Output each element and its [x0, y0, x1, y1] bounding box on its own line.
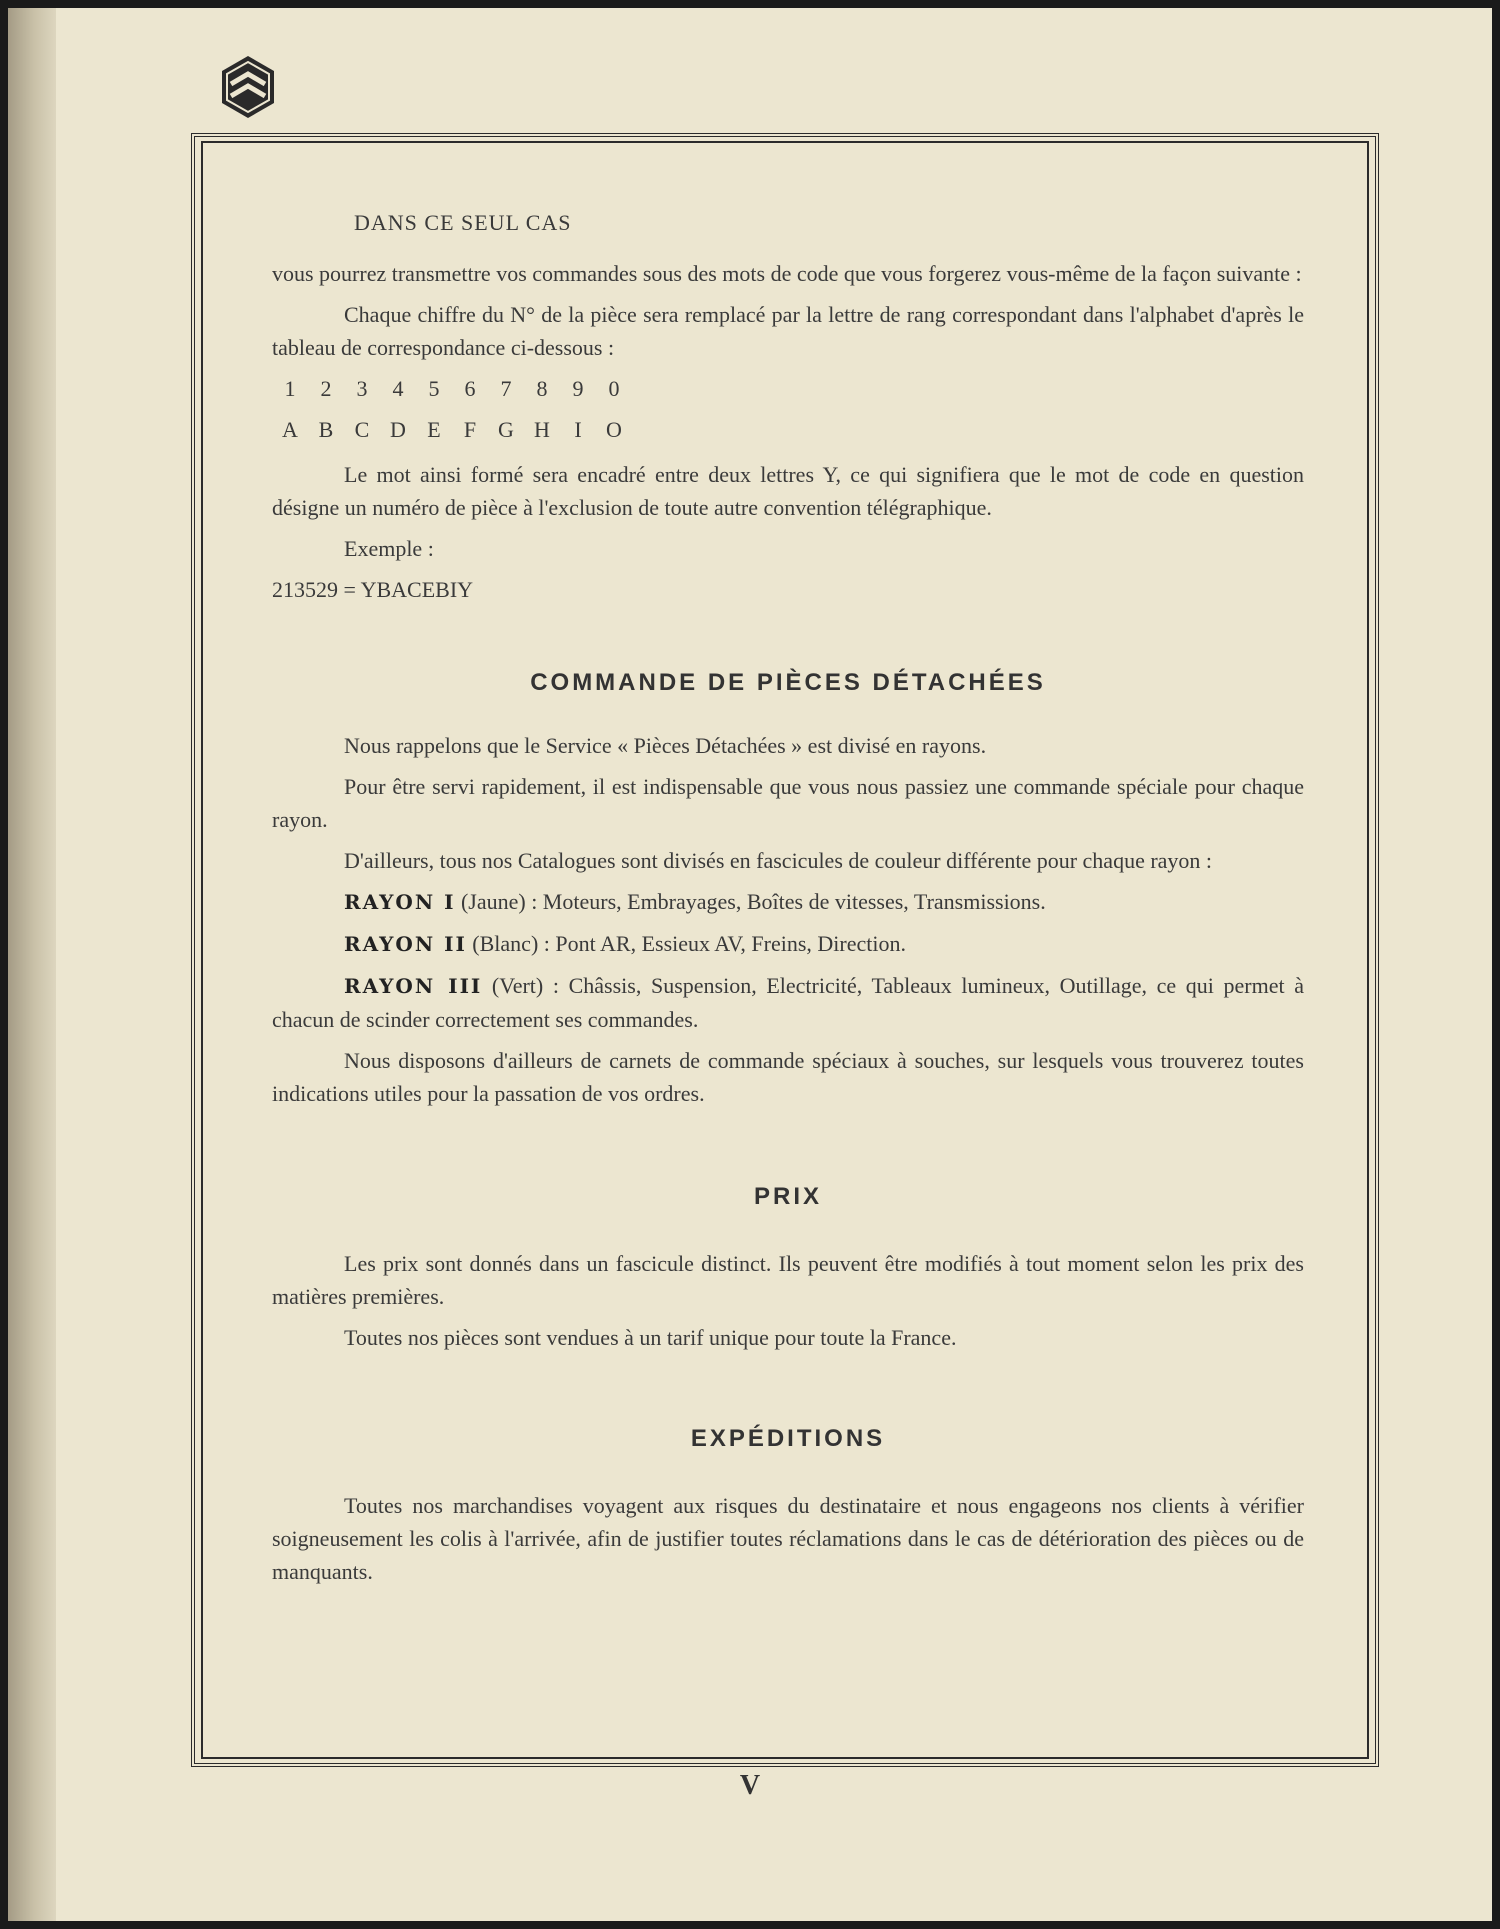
rayon-name: RAYON I: [344, 890, 456, 914]
commande-paragraph-4: Nous disposons d'ailleurs de carnets de commande spéciaux à souches, sur lesquels vous trouverez toutes indications utiles pour la passation de vos ordres.: [272, 1048, 1304, 1106]
rayon-item: [272, 969, 1304, 1036]
digit-cell: 3: [356, 376, 368, 401]
example-value: 213529 = YBACEBIY: [272, 577, 474, 602]
letter-cell: B: [318, 417, 334, 442]
prix-paragraph-2: Toutes nos pièces sont vendues à un tarif unique pour toute la France.: [344, 1325, 957, 1350]
page-sheet: [8, 8, 1492, 1921]
code-paragraph-1: vous pourrez transmettre vos commandes sous des mots de code que vous forgerez vous-même de la façon suivante :: [272, 261, 1302, 286]
rayon-item: [272, 927, 1304, 961]
page-content: [272, 206, 1304, 1596]
letter-row: [272, 413, 1304, 446]
rayon-item: [272, 885, 1304, 919]
digit-cell: 2: [320, 376, 332, 401]
rayon-text: (Vert) : Châssis, Suspension, Electricité, Tableaux lumineux, Outillage, ce qui permet à chacun de scinder correctement ses commandes.: [272, 973, 1305, 1032]
digit-cell: 4: [392, 376, 404, 401]
letter-cell: F: [463, 417, 477, 442]
expeditions-paragraph-1: Toutes nos marchandises voyagent aux risques du destinataire et nous engageons nos clients à vérifier soigneusement les colis à l'arrivée, afin de justifier toutes réclamations dans le cas de détérioration des pièces ou de manquants.: [272, 1493, 1304, 1584]
page-number: V: [739, 1770, 761, 1801]
digit-cell: 6: [464, 376, 476, 401]
letter-cell: C: [354, 417, 370, 442]
book-binding-edge: [8, 8, 56, 1921]
letter-cell: E: [427, 417, 441, 442]
section-title-prix: PRIX: [753, 1183, 822, 1210]
double-chevron-emblem-icon: [218, 54, 278, 120]
rayon-text: (Jaune) : Moteurs, Embrayages, Boîtes de vitesses, Transmissions.: [455, 889, 1046, 914]
letter-cell: D: [390, 417, 406, 442]
commande-paragraph-3: D'ailleurs, tous nos Catalogues sont divisés en fascicules de couleur différente pour chaque rayon :: [344, 848, 1213, 873]
code-paragraph-2: Chaque chiffre du N° de la pièce sera remplacé par la lettre de rang correspondant dans l'alphabet d'après le tableau de correspondance ci-dessous :: [272, 302, 1304, 360]
digit-cell: 0: [608, 376, 620, 401]
commande-paragraph-2: Pour être servi rapidement, il est indispensable que vous nous passiez une commande spéciale pour chaque rayon.: [272, 774, 1304, 832]
section-title-expeditions: EXPÉDITIONS: [690, 1425, 886, 1452]
rayon-name: RAYON II: [344, 932, 467, 956]
digit-cell: 1: [284, 376, 296, 401]
digit-row: [272, 372, 1304, 405]
rayon-name: RAYON III: [344, 974, 483, 998]
digit-cell: 5: [428, 376, 440, 401]
section-title-commande: COMMANDE DE PIÈCES DÉTACHÉES: [530, 669, 1046, 696]
prix-paragraph-1: Les prix sont donnés dans un fascicule distinct. Ils peuvent être modifiés à tout moment selon les prix des matières premières.: [272, 1251, 1304, 1309]
code-heading: DANS CE SEUL CAS: [354, 210, 572, 235]
example-label: Exemple :: [344, 536, 434, 561]
letter-cell: A: [282, 417, 298, 442]
commande-paragraph-1: Nous rappelons que le Service « Pièces Détachées » est divisé en rayons.: [344, 733, 987, 758]
digit-cell: 9: [572, 376, 584, 401]
digit-cell: 8: [536, 376, 548, 401]
letter-cell: G: [498, 417, 514, 442]
digit-cell: 7: [500, 376, 512, 401]
rayon-text: (Blanc) : Pont AR, Essieux AV, Freins, Direction.: [466, 931, 906, 956]
letter-cell: I: [574, 417, 582, 442]
letter-cell: H: [534, 417, 550, 442]
letter-cell: O: [606, 417, 622, 442]
code-paragraph-3: Le mot ainsi formé sera encadré entre deux lettres Y, ce qui signifiera que le mot de code en question désigne un numéro de pièce à l'exclusion de toute autre convention télégraphique.: [272, 462, 1304, 520]
